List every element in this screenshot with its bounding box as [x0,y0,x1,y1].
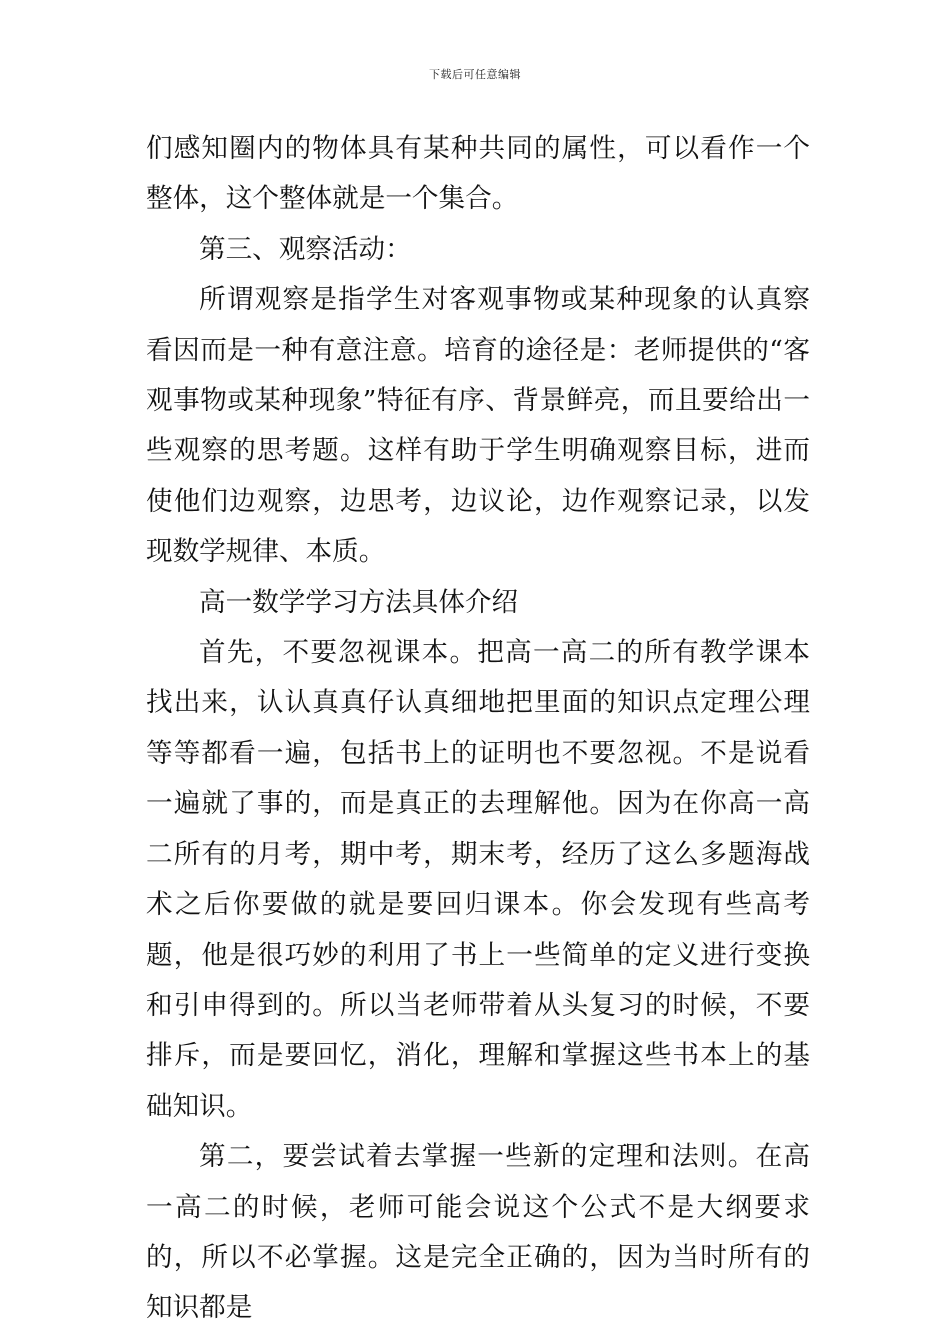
section-heading-study-methods: 高一数学学习方法具体介绍 [199,586,519,618]
paragraph-observation: 所谓观察是指学生对客观事物或某种现象的认真察看因而是一种有意注意。培育的途径是：老师提供的“客观事物或某种现象”特征有序、背景鲜亮，而且要给出一些观察的思考题。这样有助于学生明确观察目标，进而使他们边观察，边思考，边议论，边作观察记录，以发现数学规律、本质。 [146,284,810,568]
document-body [146,124,810,1334]
paragraph-continuation: 们感知圈内的物体具有某种共同的属性，可以看作一个整体，这个整体就是一个集合。 [146,133,810,215]
paragraph-textbook: 首先，不要忽视课本。把高一高二的所有教学课本找出来，认认真真仔认真细地把里面的知识点定理公理等等都看一遍，包括书上的证明也不要忽视。不是说看一遍就了事的，而是真正的去理解他。因为在你高一高二所有的月考，期中考，期末考，经历了这么多题海战术之后你要做的就是要回归课本。你会发现有些高考题，他是很巧妙的利用了书上一些简单的定义进行变换和引申得到的。所以当老师带着从头复习的时候，不要排斥，而是要回忆，消化，理解和掌握这些书本上的基础知识。 [146,637,810,1122]
paragraph-new-theorems: 第二，要尝试着去掌握一些新的定理和法则。在高一高二的时候，老师可能会说这个公式不是大纲要求的，所以不必掌握。这是完全正确的，因为当时所有的知识都是 [146,1141,810,1324]
section-heading-observation: 第三、观察活动： [199,233,412,265]
page-header: 下载后可任意编辑 [429,68,521,81]
